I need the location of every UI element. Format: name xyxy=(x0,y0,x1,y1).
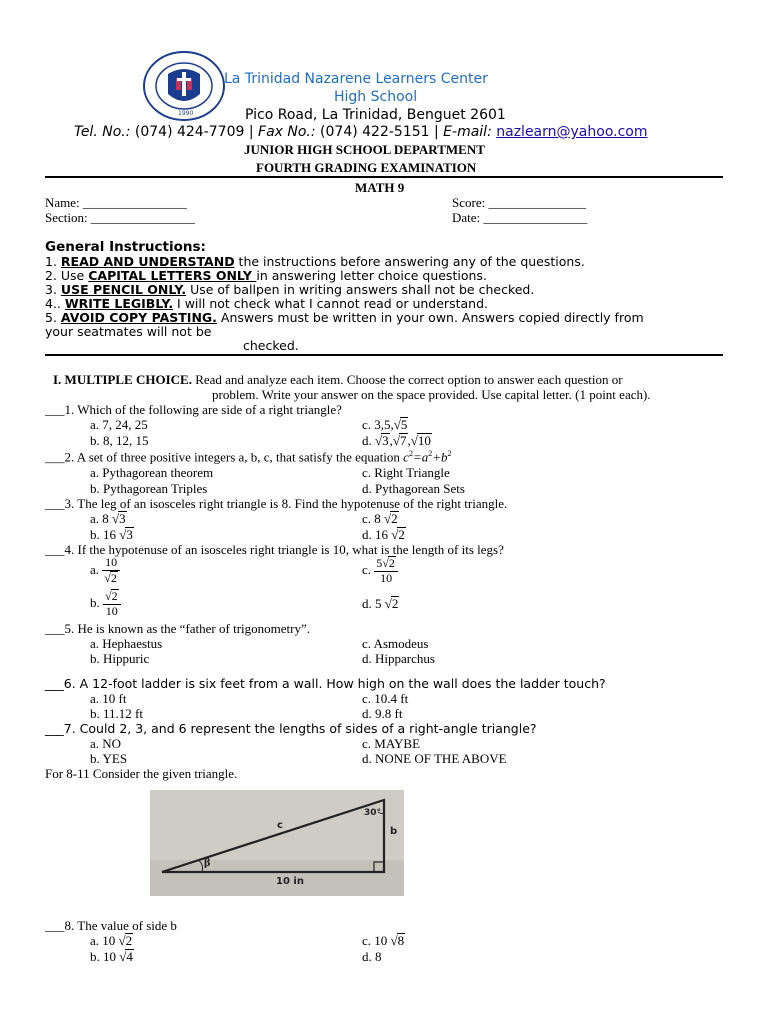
instruction-2 xyxy=(45,268,487,283)
q2-eq-exp2: 2 xyxy=(428,449,433,458)
instruction-5 xyxy=(45,310,644,325)
q4-option-d: d. 5 √2 xyxy=(362,596,399,611)
side-b-label: b xyxy=(390,826,398,837)
i3-num: 3. xyxy=(45,282,57,297)
instruction-4 xyxy=(45,296,488,311)
question-2 xyxy=(45,449,452,465)
i2-rest: in answering letter choice questions. xyxy=(256,268,487,283)
base-label: 10 in xyxy=(276,876,304,887)
q8-option-b: b. 10 √4 xyxy=(90,949,133,964)
question-4: ___4. If the hypotenuse of an isosceles right triangle is 10, what is the length of its legs? xyxy=(45,542,504,557)
question-1: ___1. Which of the following are side of a right triangle? xyxy=(45,402,342,417)
part1-title: I. MULTIPLE CHOICE. xyxy=(53,372,192,387)
q7-option-d: d. NONE OF THE ABOVE xyxy=(362,751,507,766)
q1c-rad: 5 xyxy=(400,417,408,432)
side-c-label: c xyxy=(277,820,283,831)
q2-eq-mid: =a xyxy=(412,449,429,465)
angle-beta-label: β xyxy=(204,858,211,869)
i4-bold: WRITE LEGIBLY. xyxy=(64,296,174,311)
q3a-rad: 3 xyxy=(119,511,126,526)
q6-option-b: b. 11.12 ft xyxy=(90,706,143,721)
right-triangle-diagram xyxy=(150,790,404,896)
i5-bold: AVOID COPY PASTING. xyxy=(60,310,217,325)
contact-line: Tel. No.: (074) 424-7709 | Fax No.: (074) 422-5151 | E-mail: nazlearn@yahoo.com xyxy=(74,124,648,140)
q4c-num-rad: 2 xyxy=(388,556,395,570)
q2-option-b: b. Pythagorean Triples xyxy=(90,481,208,496)
q4d-pre: d. 5 xyxy=(362,596,382,611)
instruction-5-line3: checked. xyxy=(243,338,299,353)
q4b-fraction: $\frac{√2}{10}$ xyxy=(103,589,121,619)
q6-option-d: d. 9.8 ft xyxy=(362,706,403,721)
tel-label: Tel. No.: xyxy=(74,124,131,140)
q3b-pre: b. 16 xyxy=(90,527,116,542)
q5-option-d: d. Hipparchus xyxy=(362,651,435,666)
q4a-num: 10 xyxy=(102,556,120,571)
q3a-pre: a. 8 xyxy=(90,511,109,526)
q2-stem: ___2. A set of three positive integers a, b, c, that satisfy the equation xyxy=(45,449,400,465)
i1-num: 1. xyxy=(45,254,57,269)
fax-label: Fax No.: xyxy=(258,124,316,140)
q1c-pre: c. 3 xyxy=(362,417,381,432)
divider-instructions xyxy=(45,354,723,356)
section-field[interactable]: Section: ________________ xyxy=(45,210,195,225)
q2-option-d: d. Pythagorean Sets xyxy=(362,481,465,496)
q1d-r2: 7 xyxy=(400,433,407,448)
q1d-sep1: , xyxy=(389,433,393,448)
q2-option-a: a. Pythagorean theorem xyxy=(90,465,214,480)
question-6: ___6. A 12-foot ladder is six feet from a wall. How high on the wall does the ladder touch? xyxy=(45,676,606,691)
i1-bold: READ AND UNDERSTAND xyxy=(60,254,235,269)
q4c-num-pre: 5 xyxy=(376,556,383,570)
q4c-den: 10 xyxy=(380,570,393,585)
q1-option-d: d. √3,√7,√10 xyxy=(362,433,431,448)
part1-directions-1: Read and analyze each item. Choose the correct option to answer each question or xyxy=(191,372,623,387)
school-address: Pico Road, La Trinidad, Benguet 2601 xyxy=(245,107,506,123)
instruction-5-line2: your seatmates will not be xyxy=(45,324,212,339)
part1-directions xyxy=(53,372,623,388)
i3-bold: USE PENCIL ONLY. xyxy=(60,282,187,297)
q3-option-a: a. 8 √3 xyxy=(90,511,126,526)
q4-option-b xyxy=(90,589,121,619)
q8-option-d: d. 8 xyxy=(362,949,382,964)
school-level: High School xyxy=(334,89,418,105)
q5-option-b: b. Hippuric xyxy=(90,651,150,666)
q8c-pre: c. 10 xyxy=(362,933,388,948)
i5-num: 5. xyxy=(45,310,57,325)
q7-option-c: c. MAYBE xyxy=(362,736,421,751)
q8-option-a: a. 10 √2 xyxy=(90,933,133,948)
q1d-pre: d. xyxy=(362,433,372,448)
q2-eq-exp3: 2 xyxy=(447,449,452,458)
i5-rest: Answers must be written in your own. Answers copied directly from xyxy=(216,310,644,325)
score-field[interactable]: Score: _______________ xyxy=(452,195,586,210)
department: JUNIOR HIGH SCHOOL DEPARTMENT xyxy=(244,142,485,157)
q2-eq-plus: +b xyxy=(432,449,448,465)
q4-option-c xyxy=(362,556,398,586)
triangle-figure xyxy=(150,790,404,896)
question-3: ___3. The leg of an isosceles right triangle is 8. Find the hypotenuse of the right triangle. xyxy=(45,496,508,511)
subject: MATH 9 xyxy=(355,180,405,195)
q3d-rad: 2 xyxy=(398,527,405,542)
q1-option-a: a. 7, 24, 25 xyxy=(90,417,148,432)
q2-option-c: c. Right Triangle xyxy=(362,465,450,480)
q4c-fraction: $\frac{5√2}{10}$ xyxy=(374,556,398,586)
q4-option-a xyxy=(90,556,120,586)
q6-option-a: a. 10 ft xyxy=(90,691,127,706)
q4a-pre: a. xyxy=(90,561,100,577)
q8b-rad: 4 xyxy=(126,949,133,964)
q2-eq-c: c xyxy=(403,449,409,465)
email-link[interactable]: nazlearn@yahoo.com xyxy=(496,124,648,140)
q1-option-b: b. 8, 12, 15 xyxy=(90,433,149,448)
seal-year: 1990 xyxy=(178,110,194,117)
name-field[interactable]: Name: ________________ xyxy=(45,195,187,210)
question-7: ___7. Could 2, 3, and 6 represent the lengths of sides of a right-angle triangle? xyxy=(45,721,537,736)
q8c-rad: 8 xyxy=(397,933,405,948)
q6-option-c: c. 10.4 ft xyxy=(362,691,409,706)
q4c-pre: c. xyxy=(362,561,372,577)
date-field[interactable]: Date: ________________ xyxy=(452,210,588,225)
instructions-title: General Instructions: xyxy=(45,239,206,255)
part1-directions-2: problem. Write your answer on the space provided. Use capital letter. (1 point each). xyxy=(212,387,651,402)
q7-option-a: a. NO xyxy=(90,736,122,751)
q1-option-c: c. 3,5,√5 xyxy=(362,417,408,432)
angle-30-label: 30° xyxy=(364,808,382,818)
q3c-pre: c. 8 xyxy=(362,511,381,526)
q3-option-c: c. 8 √2 xyxy=(362,511,398,526)
seal-caption xyxy=(178,110,193,117)
q1c-mid: ,5, xyxy=(380,417,394,432)
instruction-3 xyxy=(45,282,534,297)
q4b-pre: b. xyxy=(90,594,100,610)
q3-option-d: d. 16 √2 xyxy=(362,527,405,542)
i4-rest: I will not check what I cannot read or understand. xyxy=(173,296,488,311)
q7-option-b: b. YES xyxy=(90,751,128,766)
q1d-r1: 3 xyxy=(382,433,389,448)
q1d-sep2: , xyxy=(407,433,411,448)
q4b-den: 10 xyxy=(105,603,118,618)
q8a-pre: a. 10 xyxy=(90,933,116,948)
question-8: ___8. The value of side b xyxy=(45,918,177,933)
q4b-num-rad: 2 xyxy=(111,589,118,603)
i1-rest: the instructions before answering any of the questions. xyxy=(234,254,585,269)
divider-top xyxy=(45,176,723,178)
i2-num: 2. Use xyxy=(45,268,85,283)
q4d-rad: 2 xyxy=(391,596,399,611)
q2-eq-exp1: 2 xyxy=(408,449,413,458)
q3c-rad: 2 xyxy=(391,511,398,526)
tel-value: (074) 424-7709 xyxy=(134,124,245,140)
i4-num: 4.. xyxy=(45,296,61,311)
q3b-rad: 3 xyxy=(126,527,133,542)
question-5: ___5. He is known as the “father of trigonometry”. xyxy=(45,621,310,636)
q4a-fraction: $\frac{10}{√2}$ xyxy=(102,556,120,586)
q8a-rad: 2 xyxy=(125,933,133,948)
q5-option-a: a. Hephaestus xyxy=(90,636,163,651)
q8-option-c: c. 10 √8 xyxy=(362,933,405,948)
q4a-den-rad: 2 xyxy=(110,570,117,585)
q1d-r3: 10 xyxy=(417,433,431,448)
exam-title: FOURTH GRADING EXAMINATION xyxy=(256,160,477,175)
fax-value: (074) 422-5151 xyxy=(320,124,430,140)
q3d-pre: d. 16 xyxy=(362,527,388,542)
email-label: E-mail: xyxy=(443,124,492,140)
q3-option-b: b. 16 √3 xyxy=(90,527,133,542)
q5-option-c: c. Asmodeus xyxy=(362,636,429,651)
instruction-1 xyxy=(45,254,585,269)
i3-rest: Use of ballpen in writing answers shall not be checked. xyxy=(186,282,535,297)
q8b-pre: b. 10 xyxy=(90,949,116,964)
school-name: La Trinidad Nazarene Learners Center xyxy=(224,71,488,87)
i2-bold: CAPITAL LETTERS ONLY xyxy=(88,268,257,283)
intro-8-11: For 8-11 Consider the given triangle. xyxy=(45,766,238,781)
